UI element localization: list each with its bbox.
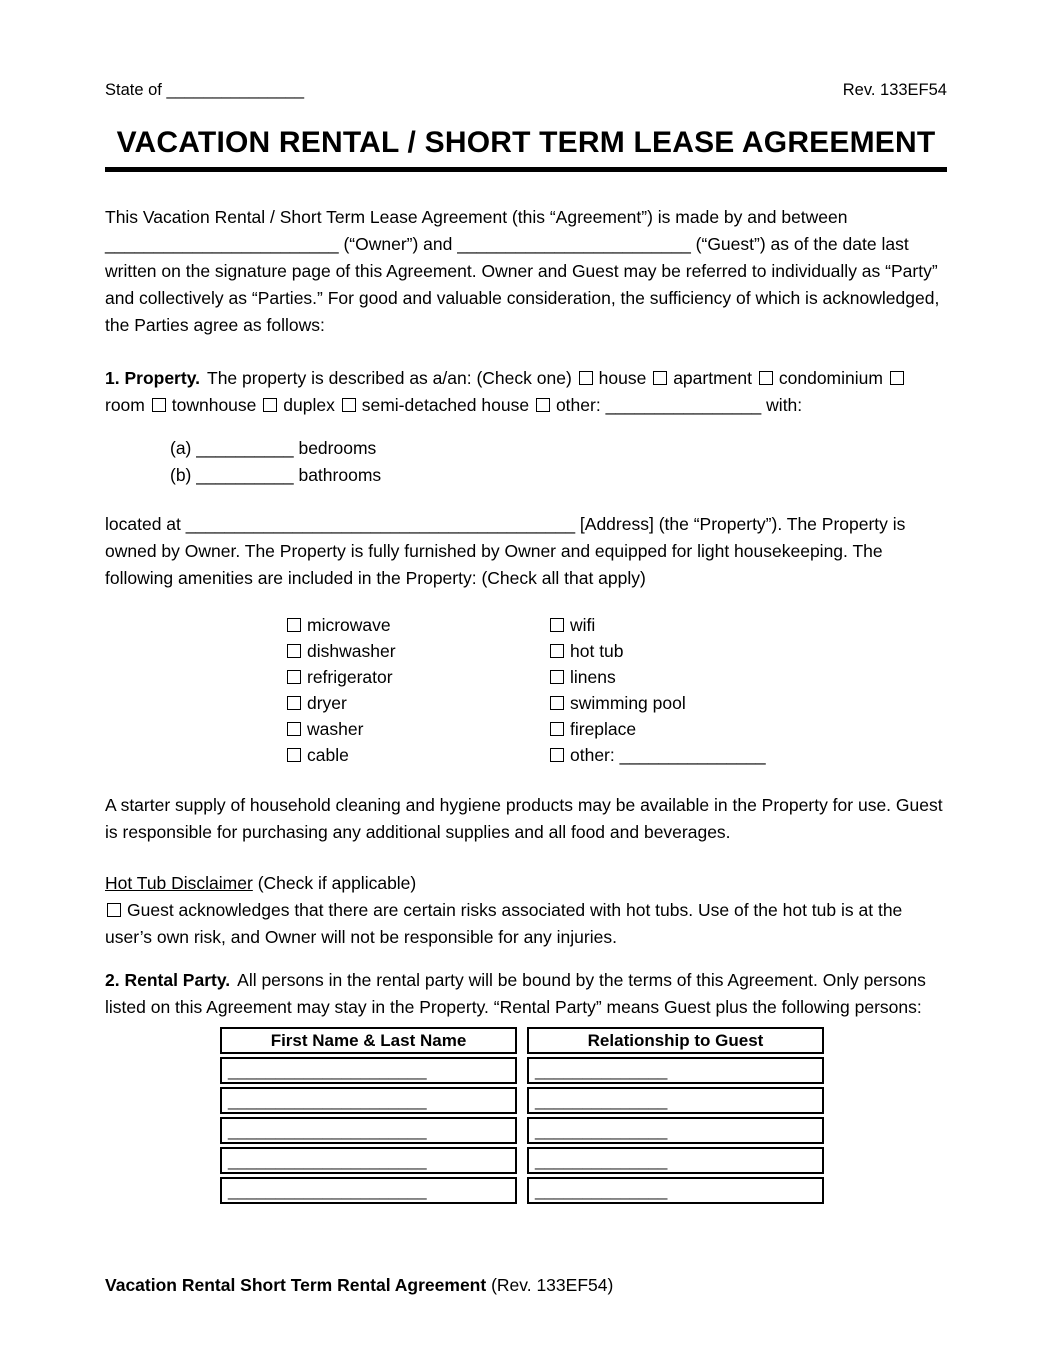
table-column-name (220, 1027, 517, 1207)
rental-party-section (105, 967, 947, 1021)
amenities-left-column (285, 612, 548, 768)
checkbox-other-amenity[interactable] (550, 748, 564, 762)
table-row: ______________ (527, 1117, 824, 1144)
table-row: ______________ (527, 1147, 824, 1174)
table-row: _____________________ (220, 1177, 517, 1204)
amenity-item (548, 742, 766, 768)
amenity-item (548, 716, 766, 742)
amenity-linens-label: linens (570, 667, 616, 687)
bathrooms-label: bathrooms (298, 465, 382, 485)
amenity-item (285, 716, 548, 742)
checkbox-microwave[interactable] (287, 618, 301, 632)
checkbox-cable[interactable] (287, 748, 301, 762)
checkbox-townhouse[interactable] (152, 398, 166, 412)
document-footer (105, 1272, 613, 1299)
supplies-paragraph: A starter supply of household cleaning and hygiene products may be available in the Property for use. Guest is responsible for purchasing any additional supplies and all food and beverages. (105, 795, 943, 842)
page-header (105, 80, 947, 100)
property-heading: 1. Property. (105, 368, 200, 388)
amenity-fireplace-label: fireplace (570, 719, 637, 739)
amenity-item (548, 638, 766, 664)
bedrooms-blank: __________ (196, 438, 294, 458)
amenity-dishwasher-label: dishwasher (307, 641, 396, 661)
other-property-label: other: (555, 395, 601, 415)
revision-label: Rev. 133EF54 (842, 81, 947, 99)
amenities-right-column (548, 612, 766, 768)
option-townhouse-label: townhouse (171, 395, 257, 415)
located-paragraph: located at ________________________________________ [Address] (the “Property”). The Property is owned by Owner. The Property is fully furnished by Owner and equipped for light housekeeping. The following amenities are included in the Property: (Check all that apply) (105, 514, 906, 588)
other-property-blank: ________________ (605, 395, 762, 415)
amenity-item (285, 742, 548, 768)
amenity-swimming-pool-label: swimming pool (570, 693, 686, 713)
table-header-relationship: Relationship to Guest (527, 1027, 824, 1054)
rooms-block (170, 435, 947, 489)
checkbox-refrigerator[interactable] (287, 670, 301, 684)
hot-tub-text-content: Guest acknowledges that there are certain risks associated with hot tubs. Use of the hot tub is at the user’s own risk, and Owner will not be responsible for any injuries. (105, 900, 903, 947)
option-room-label: room (105, 395, 145, 415)
option-semi-detached-label: semi-detached house (361, 395, 530, 415)
checkbox-washer[interactable] (287, 722, 301, 736)
rental-party-heading: 2. Rental Party. (105, 970, 231, 990)
table-row: _____________________ (220, 1147, 517, 1174)
other-amenity-blank: _______________ (619, 745, 766, 765)
bedrooms-prefix: (a) (170, 438, 192, 458)
option-condominium-label: condominium (778, 368, 883, 388)
amenity-dryer-label: dryer (307, 693, 347, 713)
hot-tub-heading-suffix: (Check if applicable) (257, 873, 417, 893)
hot-tub-disclaimer-section (105, 870, 947, 951)
amenity-item (285, 638, 548, 664)
amenity-item (285, 612, 548, 638)
table-row: ______________ (527, 1177, 824, 1204)
footer-revision: (Rev. 133EF54) (491, 1275, 614, 1295)
rental-party-text: All persons in the rental party will be bound by the terms of this Agreement. Only persons listed on this Agreement may stay in the Property. “Rental Party” means Guest plus the following persons: (105, 970, 926, 1017)
checkbox-condominium[interactable] (759, 371, 773, 385)
bathrooms-blank: __________ (196, 465, 294, 485)
checkbox-duplex[interactable] (263, 398, 277, 412)
footer-title: Vacation Rental Short Term Rental Agreement (105, 1275, 487, 1295)
checkbox-semi-detached-house[interactable] (342, 398, 356, 412)
bathrooms-line (170, 462, 947, 489)
amenity-item (548, 612, 766, 638)
amenity-cable-label: cable (307, 745, 349, 765)
amenity-item (548, 664, 766, 690)
option-duplex-label: duplex (283, 395, 335, 415)
option-apartment-label: apartment (673, 368, 752, 388)
amenities-list (285, 612, 947, 768)
hot-tub-heading-line (105, 870, 947, 897)
checkbox-fireplace[interactable] (550, 722, 564, 736)
hot-tub-heading: Hot Tub Disclaimer (105, 873, 253, 893)
hot-tub-text (105, 897, 947, 951)
checkbox-wifi[interactable] (550, 618, 564, 632)
other-amenity-label: other: (570, 745, 615, 765)
property-lead-text: The property is described as a/an: (Check one) (207, 368, 572, 388)
intro-paragraph: This Vacation Rental / Short Term Lease Agreement (this “Agreement”) is made by and between ________________________ (“Owner”) and ________________________ (“Guest”) as of the date last written on the signature page of this Agreement. Owner and Guest may be referred to individually as “Party” and collectively as “Parties.” For good and valuable consideration, the sufficiency of which is acknowledged, the Parties agree as follows: (105, 207, 940, 335)
table-row: _____________________ (220, 1117, 517, 1144)
checkbox-apartment[interactable] (653, 371, 667, 385)
table-row: _____________________ (220, 1087, 517, 1114)
bedrooms-line (170, 435, 947, 462)
amenity-hot-tub-label: hot tub (570, 641, 624, 661)
table-row: ______________ (527, 1057, 824, 1084)
table-row: ______________ (527, 1087, 824, 1114)
amenity-washer-label: washer (307, 719, 364, 739)
table-row: _____________________ (220, 1057, 517, 1084)
checkbox-dryer[interactable] (287, 696, 301, 710)
amenity-item (285, 690, 548, 716)
checkbox-house[interactable] (579, 371, 593, 385)
bathrooms-prefix: (b) (170, 465, 192, 485)
checkbox-swimming-pool[interactable] (550, 696, 564, 710)
state-of-field: State of _______________ (105, 81, 305, 99)
with-label: with: (766, 395, 803, 415)
amenity-item (285, 664, 548, 690)
checkbox-room[interactable] (890, 371, 904, 385)
amenity-wifi-label: wifi (570, 615, 596, 635)
checkbox-hot-tub[interactable] (550, 644, 564, 658)
amenity-microwave-label: microwave (307, 615, 391, 635)
checkbox-hot-tub-disclaimer[interactable] (107, 903, 121, 917)
checkbox-linens[interactable] (550, 670, 564, 684)
checkbox-dishwasher[interactable] (287, 644, 301, 658)
rental-party-table (220, 1027, 947, 1207)
bedrooms-label: bedrooms (298, 438, 377, 458)
checkbox-other-property[interactable] (536, 398, 550, 412)
amenity-item (548, 690, 766, 716)
property-section (105, 365, 947, 419)
option-house-label: house (598, 368, 647, 388)
table-header-name: First Name & Last Name (220, 1027, 517, 1054)
amenity-refrigerator-label: refrigerator (307, 667, 393, 687)
table-column-relationship (527, 1027, 824, 1207)
document-title: VACATION RENTAL / SHORT TERM LEASE AGREEMENT (105, 126, 947, 172)
